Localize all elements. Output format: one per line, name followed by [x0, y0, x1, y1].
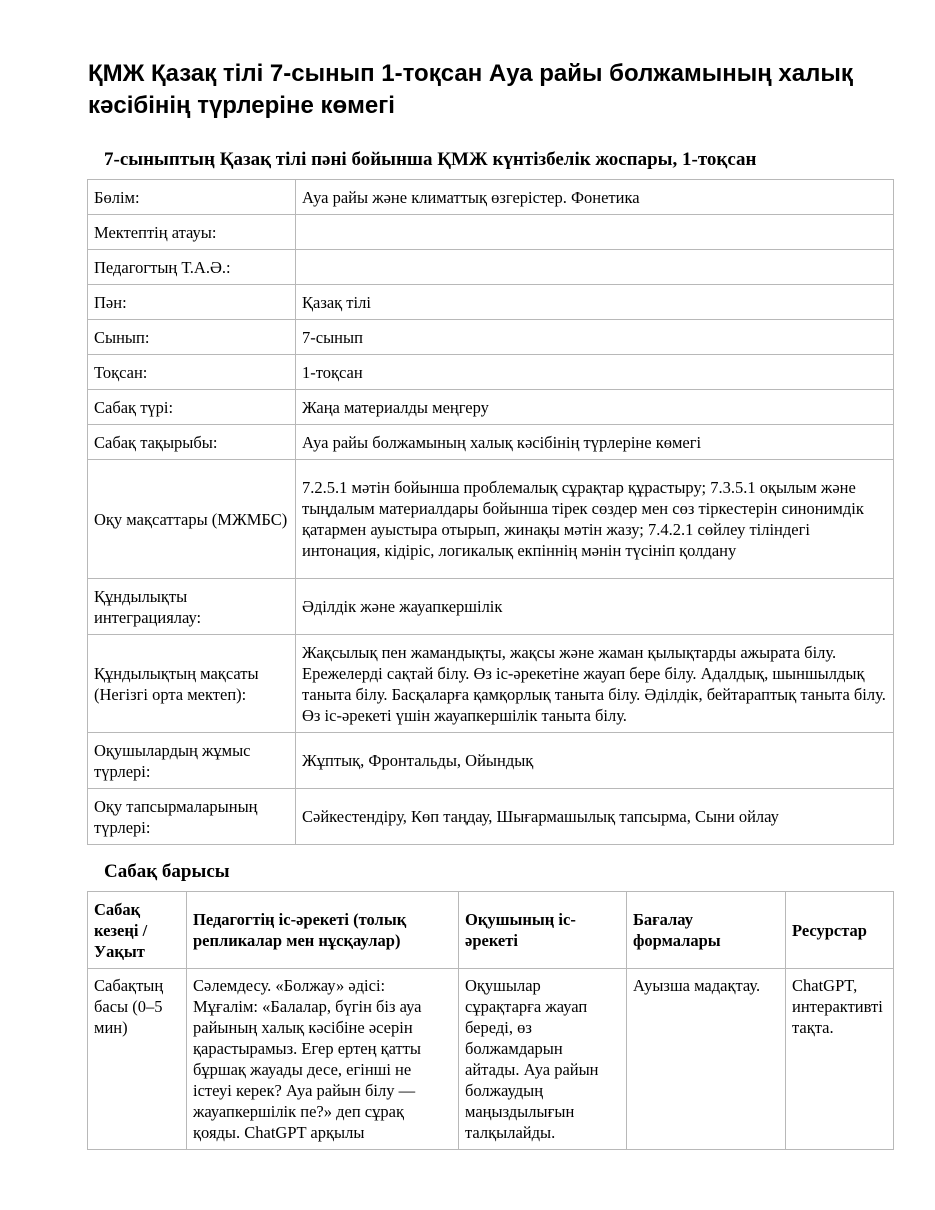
- plan-row-school: [88, 215, 894, 250]
- flow-teacher-activity: Сәлемдесу. «Болжау» әдісі: Мұғалім: «Балалар, бүгін біз ауа райының халық кәсібіне әсерін қарастырамыз. Егер ертең қатты бұршақ жауады десе, егінші не істеуі керек? Ауа райын білу — жауапкершілік пе?» деп сұрақ қояды. ChatGPT арқылы: [187, 969, 459, 1150]
- plan-value: 7-сынып: [296, 320, 894, 355]
- plan-value: Жаңа материалды меңгеру: [296, 390, 894, 425]
- plan-row-teacher: [88, 250, 894, 285]
- lesson-flow-table: [87, 891, 894, 1150]
- header-teacher-activity: Педагогтің іс-әрекеті (толық репликалар мен нұсқаулар): [187, 892, 459, 969]
- plan-value: Ауа райы болжамының халық кәсібінің түрлеріне көмегі: [296, 425, 894, 460]
- plan-value: [296, 215, 894, 250]
- flow-resources: ChatGPT, интерактивті тақта.: [786, 969, 894, 1150]
- plan-row-lesson-topic: [88, 425, 894, 460]
- plan-row-value-goal: [88, 635, 894, 733]
- plan-label: Педагогтың Т.А.Ә.:: [88, 250, 296, 285]
- flow-student-activity: Оқушылар сұрақтарға жауап береді, өз болжамдарын айтады. Ауа райын болжаудың маңыздылығын талқылайды.: [459, 969, 627, 1150]
- plan-label: Пән:: [88, 285, 296, 320]
- plan-label: Мектептің атауы:: [88, 215, 296, 250]
- plan-value: Сәйкестендіру, Көп таңдау, Шығармашылық тапсырма, Сыни ойлау: [296, 789, 894, 845]
- plan-label: Сынып:: [88, 320, 296, 355]
- plan-value: Әділдік және жауапкершілік: [296, 579, 894, 635]
- plan-row-value-integration: [88, 579, 894, 635]
- document-title: ҚМЖ Қазақ тілі 7-сынып 1-тоқсан Ауа райы болжамының халық кәсібінің түрлеріне көмегі: [88, 60, 853, 119]
- plan-label: Тоқсан:: [88, 355, 296, 390]
- plan-heading: 7-сыныптың Қазақ тілі пәні бойынша ҚМЖ күнтізбелік жоспары, 1-тоқсан: [104, 149, 757, 170]
- plan-value: 1-тоқсан: [296, 355, 894, 390]
- plan-label: Оқу мақсаттары (МЖМБС): [88, 460, 296, 579]
- plan-label: Сабақ тақырыбы:: [88, 425, 296, 460]
- plan-label: Сабақ түрі:: [88, 390, 296, 425]
- plan-label: Оқушылардың жұмыс түрлері:: [88, 733, 296, 789]
- plan-label: Құндылықтың мақсаты (Негізгі орта мектеп):: [88, 635, 296, 733]
- plan-value: Жақсылық пен жамандықты, жақсы және жаман қылықтарды ажырата білу. Ережелерді сақтай білу. Өз іс-әрекетіне жауап бере білу. Адалдық, шыншылдық таныта білу. Басқаларға қамқорлық таныта білу. Әділдік, бейтараптық таныта білу. Өз іс-әрекеті үшін жауапкершілік таныта білу.: [296, 635, 894, 733]
- header-assessment: Бағалау формалары: [627, 892, 786, 969]
- plan-row-task-types: [88, 789, 894, 845]
- plan-value: [296, 250, 894, 285]
- plan-row-lesson-type: [88, 390, 894, 425]
- plan-row-grade: [88, 320, 894, 355]
- header-stage-time: Сабақ кезеңі / Уақыт: [88, 892, 187, 969]
- plan-value: 7.2.5.1 мәтін бойынша проблемалық сұрақтар құрастыру; 7.3.5.1 оқылым және тыңдалым материалдары бойынша тірек сөздер мен сөз тіркестерін синонимдік қатармен ауыстыра отырып, жинақы мәтін жазу; 7.4.2.1 сөйлеу тіліндегі интонация, кідіріс, логикалық екпіннің мәнін түсініп қолдану: [296, 460, 894, 579]
- flow-assessment: Ауызша мадақтау.: [627, 969, 786, 1150]
- plan-row-work-types: [88, 733, 894, 789]
- plan-table: [87, 179, 894, 845]
- plan-value: Жұптық, Фронтальды, Ойындық: [296, 733, 894, 789]
- flow-heading: Сабақ барысы: [104, 861, 230, 882]
- plan-row-section: [88, 180, 894, 215]
- flow-stage: Сабақтың басы (0–5 мин): [88, 969, 187, 1150]
- plan-label: Құндылықты интеграциялау:: [88, 579, 296, 635]
- header-student-activity: Оқушының іс-әрекеті: [459, 892, 627, 969]
- plan-row-learning-objectives: [88, 460, 894, 579]
- header-resources: Ресурстар: [786, 892, 894, 969]
- plan-value: Ауа райы және климаттық өзгерістер. Фонетика: [296, 180, 894, 215]
- plan-label: Бөлім:: [88, 180, 296, 215]
- plan-value: Қазақ тілі: [296, 285, 894, 320]
- flow-header-row: [88, 892, 894, 969]
- plan-row-quarter: [88, 355, 894, 390]
- flow-row: [88, 969, 894, 1150]
- plan-row-subject: [88, 285, 894, 320]
- plan-label: Оқу тапсырмаларының түрлері:: [88, 789, 296, 845]
